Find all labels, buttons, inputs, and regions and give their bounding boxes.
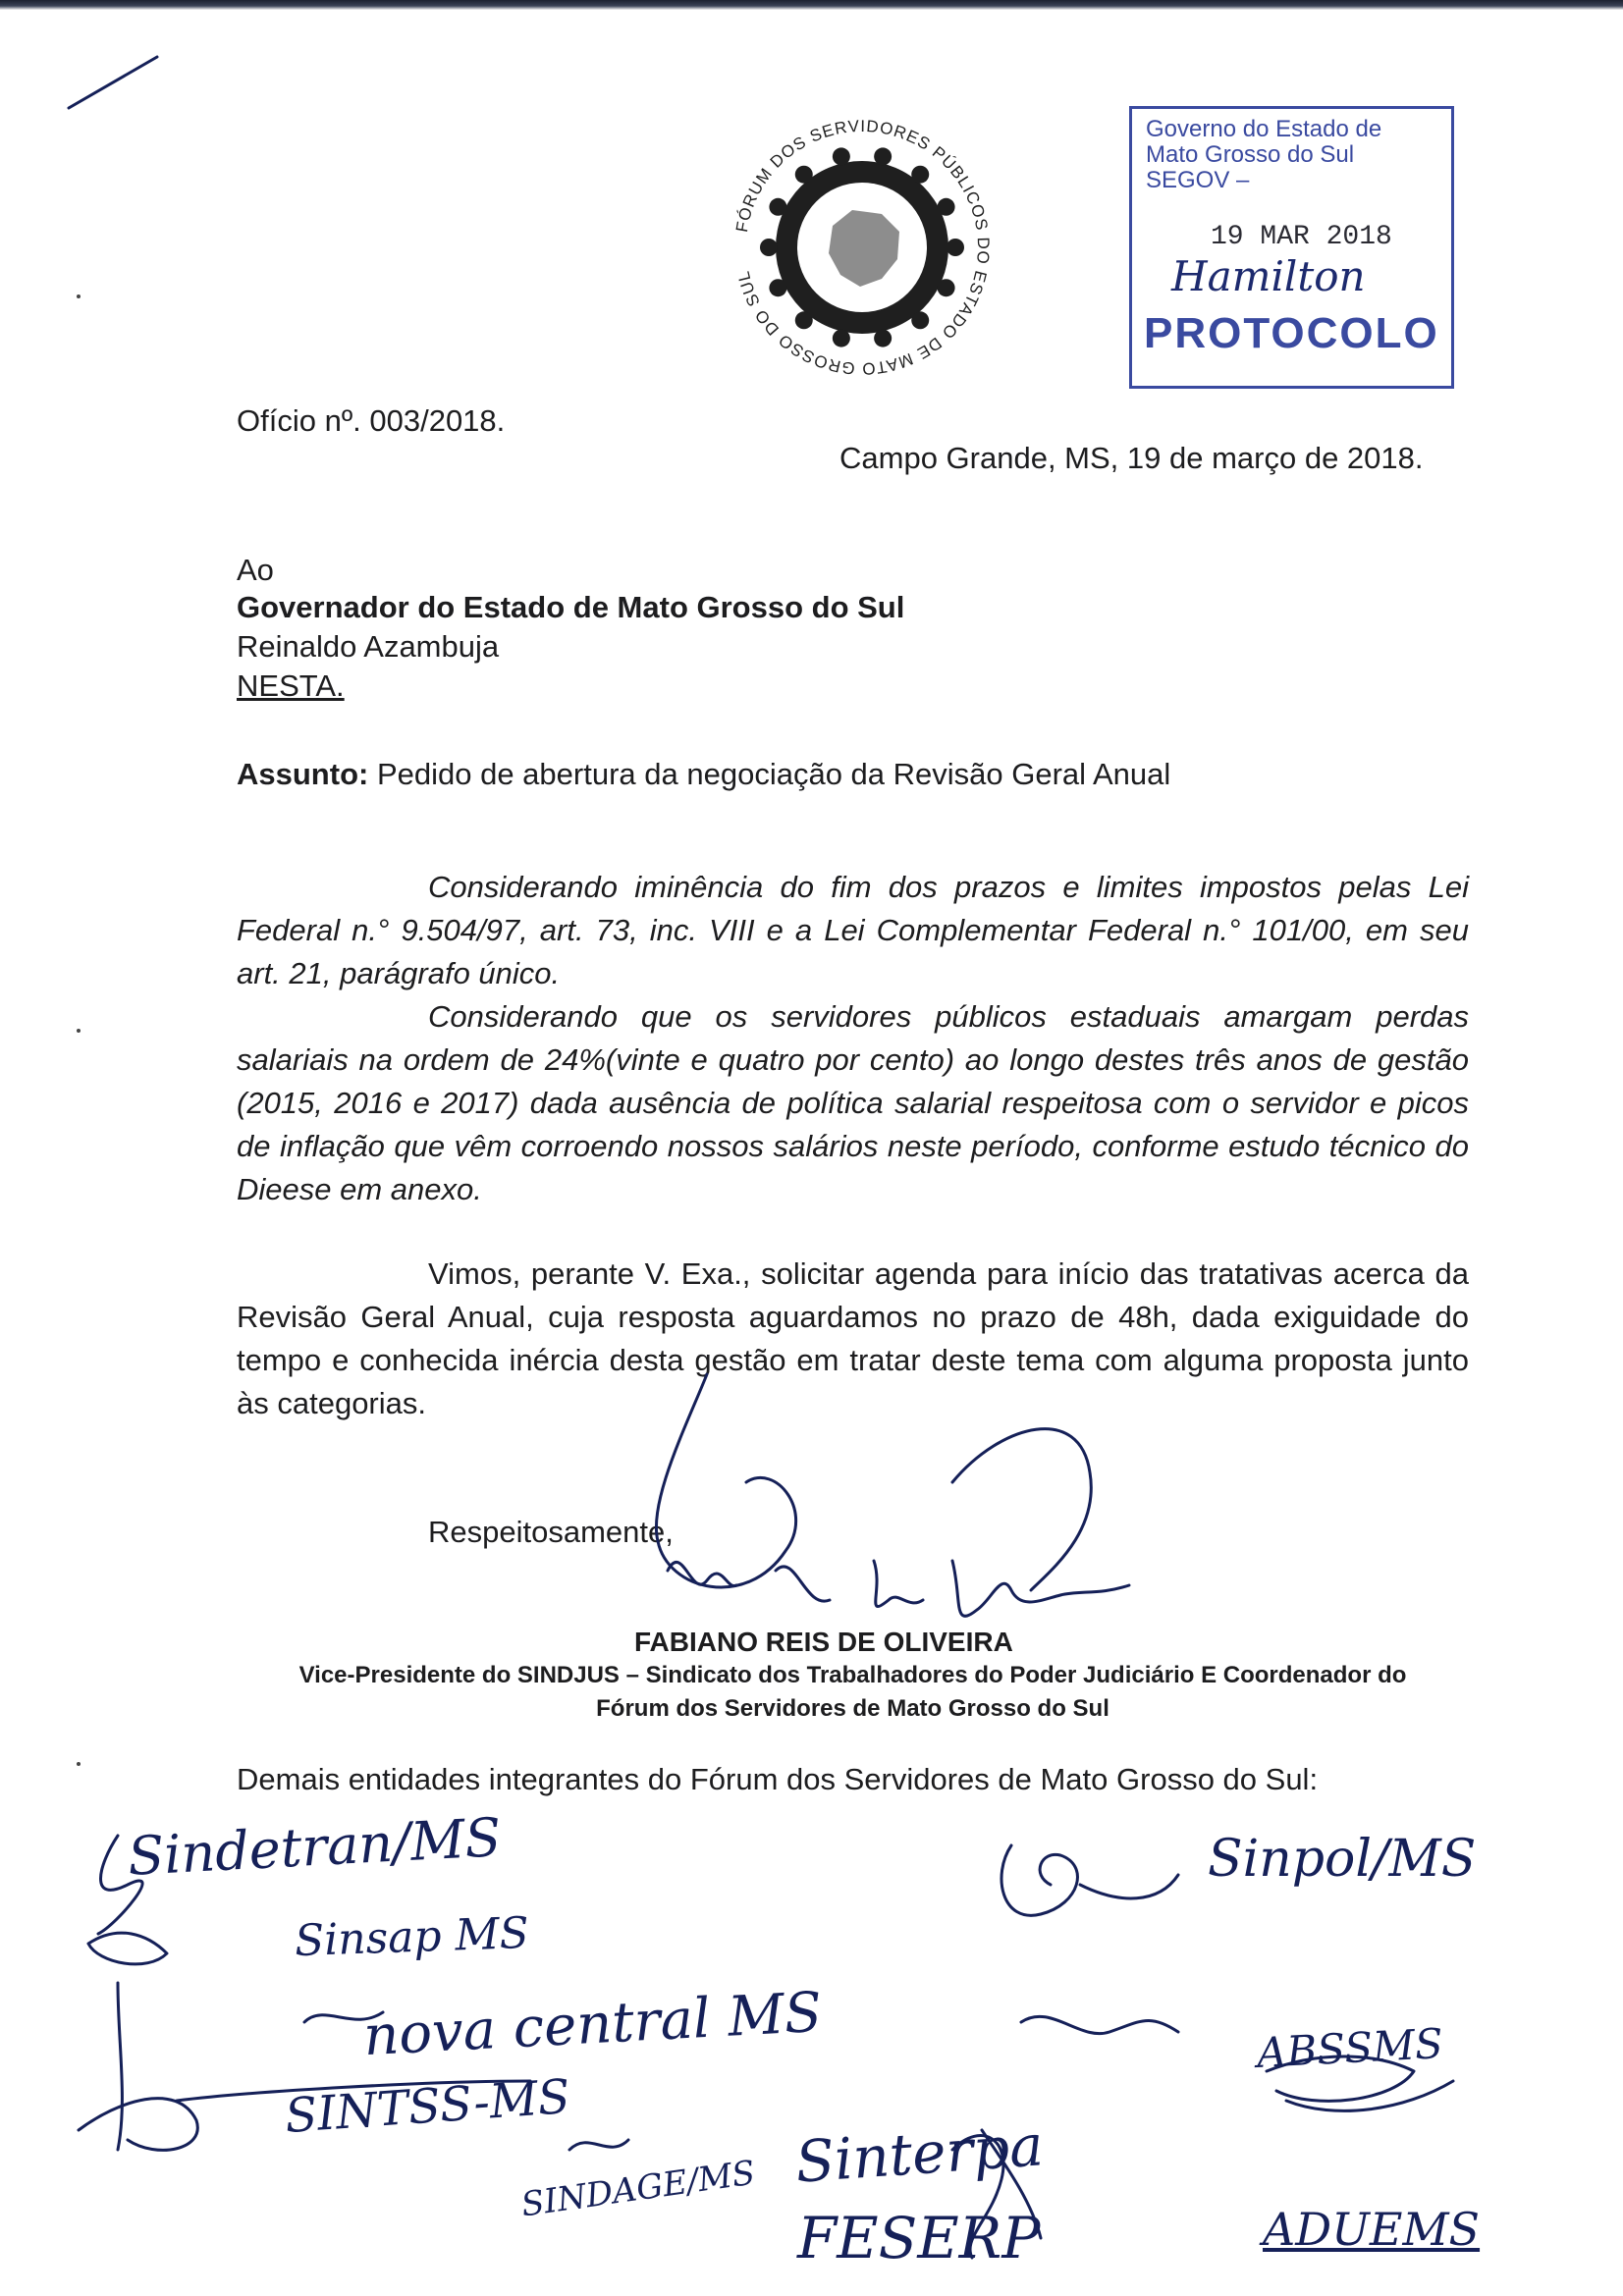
stamp-line-1: Governo do Estado de (1146, 116, 1382, 142)
signer-role-line-1: Vice-Presidente do SINDJUS – Sindicato dos Trabalhadores do Poder Judiciário E Coordenador do (298, 1662, 1407, 1688)
oficio-number: Ofício nº. 003/2018. (237, 403, 506, 438)
entities-intro: Demais entidades integrantes do Fórum dos Servidores de Mato Grosso do Sul: (237, 1762, 1319, 1796)
subject-label: Assunto: (237, 757, 369, 791)
scan-top-edge (0, 0, 1623, 10)
corner-pen-mark (59, 49, 167, 118)
body-paragraph-1: Considerando iminência do fim dos prazos e limites impostos pelas Lei Federal n.° 9.504/97, art. 73, inc. VIII e a Lei Complementar Federal n.° 101/00, em seu art. 21, parágrafo único. (237, 870, 1469, 990)
body-paragraph-2: Considerando que os servidores públicos estaduais amargam perdas salariais na ordem de 24%(vinte e quatro por cento) ao longo destes três anos de gestão (2015, 2016 e 2017) dada ausência de política salarial respeitosa com o servidor e picos de inflação que vêm corroendo nossos salários neste período, conforme estudo técnico do Dieese em anexo. (237, 999, 1469, 1206)
protocol-stamp (1129, 106, 1454, 389)
recipient-title: Governador do Estado de Mato Grosso do Sul (237, 590, 905, 624)
scan-speck (77, 1762, 81, 1766)
logo-figure (938, 279, 955, 296)
stamp-receiver-signature: Hamilton (1171, 252, 1366, 300)
entity-signature-sinsap: Sinsap MS (294, 1907, 530, 1967)
stamp-date: 19 MAR 2018 (1211, 222, 1392, 252)
stamp-label: PROTOCOLO (1144, 309, 1439, 357)
entity-signature-sindage: SINDAGE/MS (518, 2153, 758, 2225)
logo-figure (769, 198, 786, 216)
logo-figure (874, 147, 892, 165)
place-date: Campo Grande, MS, 19 de março de 2018. (839, 441, 1424, 475)
closing-greeting: Respeitosamente, (428, 1515, 674, 1549)
stamp-line-3: SEGOV – (1146, 167, 1250, 193)
entity-signature-feserp: FESERP (797, 2205, 1041, 2271)
entity-signature-sinpol: Sinpol/MS (1208, 1830, 1477, 1889)
logo-figure (795, 311, 813, 329)
subject-text: Pedido de abertura da negociação da Revisão Geral Anual (376, 757, 1171, 791)
entity-signature-sintss: SINTSS-MS (283, 2068, 572, 2145)
logo-figure (760, 239, 778, 256)
logo-ring-text: FÓRUM DOS SERVIDORES PÚBLICOS DO ESTADO DE MATO GROSSO DO SUL (732, 116, 994, 379)
body-paragraph-3: Vimos, perante V. Exa., solicitar agenda para início das tratativas acerca da Revisão Geral Anual, cuja resposta aguardamos no prazo de 48h, dada exiguidade do tempo e conhecida inércia desta gestão em tratar deste tema com alguma proposta junto às categorias. (237, 1256, 1469, 1420)
main-signature (628, 1364, 1178, 1659)
logo-figure (795, 166, 813, 184)
signer-role-line-2: Fórum dos Servidores de Mato Grosso do Sul (596, 1695, 1109, 1722)
forum-logo (725, 110, 1000, 385)
stamp-line-2: Mato Grosso do Sul (1146, 141, 1355, 168)
logo-figure (769, 279, 786, 296)
entity-signature-sindetran: Sindetran/MS (126, 1806, 503, 1888)
scan-speck (77, 294, 81, 298)
recipient-prefix: Ao (237, 553, 274, 587)
signer-name: FABIANO REIS DE OLIVEIRA (634, 1627, 1013, 1657)
logo-figure (833, 147, 850, 165)
entity-signature-nova-central: nova central MS (361, 1980, 824, 2069)
entity-signature-aduems: ADUEMS (1263, 2203, 1481, 2256)
scan-speck (77, 1029, 81, 1033)
entity-signature-abss: ABSSMS (1255, 2019, 1444, 2077)
recipient-nesta: NESTA. (237, 668, 345, 703)
entity-signature-sinterpa: Sinterpa (792, 2111, 1046, 2196)
logo-figure (833, 330, 850, 347)
logo-figure (911, 166, 929, 184)
logo-figure (947, 239, 964, 256)
recipient-name: Reinaldo Azambuja (237, 629, 500, 664)
entity-signature-scribbles (59, 1806, 1591, 2277)
subject-line (237, 754, 1170, 795)
logo-figure (874, 330, 892, 347)
logo-figure (911, 311, 929, 329)
logo-figure (938, 198, 955, 216)
